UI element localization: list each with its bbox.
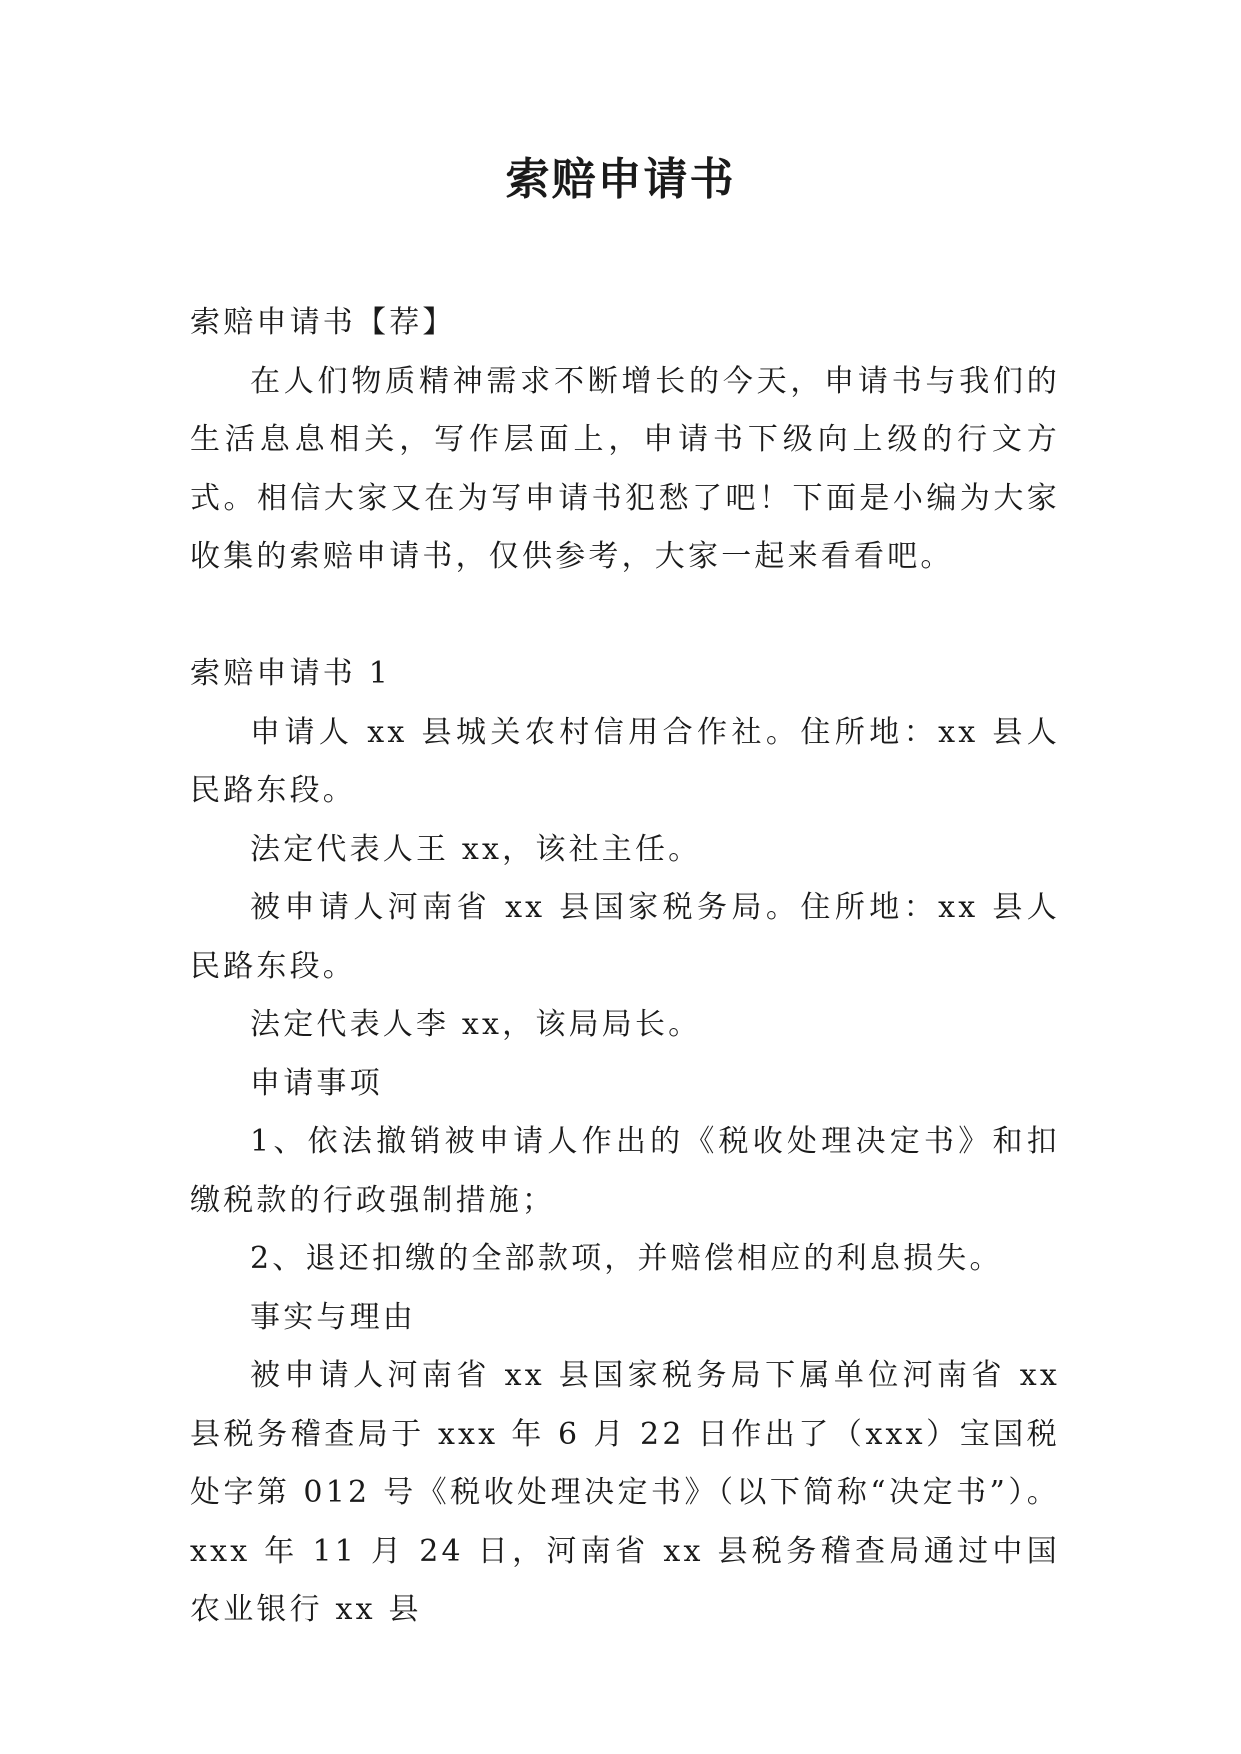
facts-paragraph: 被申请人河南省 xx 县国家税务局下属单位河南省 xx 县税务稽查局于 xxx 年 6 月 22 日作出了（xxx）宝国税处字第 012 号《税收处理决定书》（以下简称“决定书”）。xxx 年 11 月 24 日，河南省 xx 县税务稽查局通过中国农业银行 xx 县 bbox=[190, 1358, 1060, 1627]
request-item-1: 1、依法撤销被申请人作出的《税收处理决定书》和扣缴税款的行政强制措施； bbox=[190, 1124, 1060, 1218]
section-heading-intro: 索赔申请书【荐】 bbox=[190, 305, 456, 340]
applicant-representative: 法定代表人王 xx，该社主任。 bbox=[250, 831, 702, 867]
document-body bbox=[190, 294, 1060, 1640]
facts-heading: 事实与理由 bbox=[250, 1299, 416, 1335]
respondent-representative: 法定代表人李 xx，该局局长。 bbox=[250, 1007, 702, 1042]
request-item-2: 2、退还扣缴的全部款项，并赔偿相应的利息损失。 bbox=[250, 1241, 1003, 1276]
respondent-paragraph: 被申请人河南省 xx 县国家税务局。住所地：xx 县人民路东段。 bbox=[190, 890, 1060, 984]
applicant-paragraph: 申请人 xx 县城关农村信用合作社。住所地：xx 县人民路东段。 bbox=[190, 714, 1060, 808]
document-title: 索赔申请书 bbox=[505, 154, 736, 205]
section-heading-1: 索赔申请书 1 bbox=[190, 656, 392, 691]
intro-paragraph: 在人们物质精神需求不断增长的今天，申请书与我们的生活息息相关，写作层面上，申请书下级向上级的行文方式。相信大家又在为写申请书犯愁了吧！下面是小编为大家收集的索赔申请书，仅供参考，大家一起来看看吧。 bbox=[190, 363, 1060, 574]
paragraph-spacer bbox=[190, 587, 1060, 646]
request-heading: 申请事项 bbox=[250, 1065, 383, 1101]
